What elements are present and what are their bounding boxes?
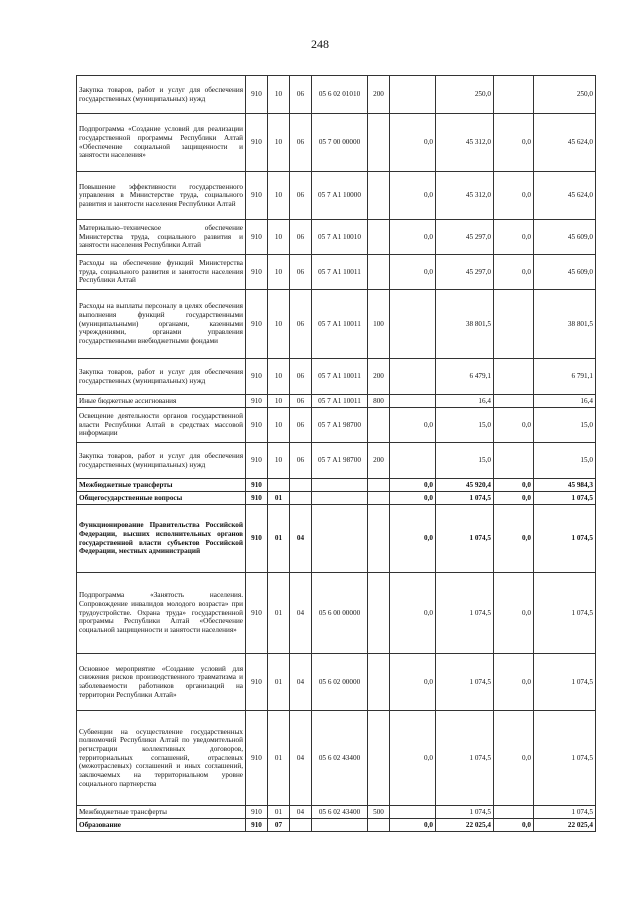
admin-code: 910	[246, 479, 268, 492]
target-article: 05 7 А1 10011	[312, 359, 368, 395]
table-row	[77, 819, 596, 832]
amount-year1-federal: 0,0	[390, 492, 436, 505]
subsection-code: 06	[290, 114, 312, 172]
amount-year1-total: 1 074,5	[436, 711, 494, 806]
subsection-code: 06	[290, 76, 312, 114]
section-code: 10	[268, 359, 290, 395]
expense-type	[368, 408, 390, 443]
expense-type: 200	[368, 359, 390, 395]
amount-year1-total: 45 297,0	[436, 220, 494, 255]
target-article	[312, 492, 368, 505]
amount-year1-total: 250,0	[436, 76, 494, 114]
amount-year1-total: 22 025,4	[436, 819, 494, 832]
row-name: Закупка товаров, работ и услуг для обеспечения государственных (муниципальных) нужд	[77, 359, 246, 395]
amount-year2-total: 1 074,5	[534, 492, 596, 505]
amount-year1-total: 16,4	[436, 395, 494, 408]
target-article: 05 6 02 01010	[312, 76, 368, 114]
section-code: 10	[268, 395, 290, 408]
amount-year2-federal: 0,0	[494, 114, 534, 172]
amount-year2-federal: 0,0	[494, 654, 534, 711]
table-row	[77, 290, 596, 359]
section-code: 10	[268, 76, 290, 114]
amount-year2-federal: 0,0	[494, 479, 534, 492]
target-article: 05 7 А1 98700	[312, 408, 368, 443]
admin-code: 910	[246, 573, 268, 654]
row-name: Образование	[77, 819, 246, 832]
table-row	[77, 479, 596, 492]
table-row	[77, 443, 596, 479]
amount-year1-federal	[390, 806, 436, 819]
target-article: 05 7 А1 10011	[312, 395, 368, 408]
amount-year2-federal: 0,0	[494, 505, 534, 573]
target-article	[312, 505, 368, 573]
row-name: Освещение деятельности органов государственной власти Республики Алтай в средствах массовой информации	[77, 408, 246, 443]
amount-year1-total: 1 074,5	[436, 806, 494, 819]
target-article	[312, 819, 368, 832]
table-row	[77, 220, 596, 255]
target-article: 05 6 02 43400	[312, 711, 368, 806]
subsection-code: 06	[290, 359, 312, 395]
target-article: 05 7 00 00000	[312, 114, 368, 172]
amount-year1-federal	[390, 76, 436, 114]
subsection-code: 06	[290, 408, 312, 443]
expense-type	[368, 255, 390, 290]
subsection-code: 04	[290, 573, 312, 654]
amount-year2-federal	[494, 359, 534, 395]
amount-year2-federal: 0,0	[494, 573, 534, 654]
amount-year2-total: 1 074,5	[534, 573, 596, 654]
table-row	[77, 255, 596, 290]
table-row	[77, 359, 596, 395]
row-name: Материально–техническое обеспечение Министерства труда, социального развития и занятости населения Республики Алтай	[77, 220, 246, 255]
target-article: 05 7 А1 10010	[312, 220, 368, 255]
section-code: 10	[268, 220, 290, 255]
amount-year1-federal: 0,0	[390, 711, 436, 806]
amount-year2-total: 45 624,0	[534, 172, 596, 220]
table-row	[77, 114, 596, 172]
expense-type: 800	[368, 395, 390, 408]
section-code: 01	[268, 654, 290, 711]
subsection-code	[290, 819, 312, 832]
section-code: 07	[268, 819, 290, 832]
section-code: 10	[268, 255, 290, 290]
amount-year2-total: 250,0	[534, 76, 596, 114]
row-name: Основное мероприятие «Создание условий для снижения рисков производственного травматизма и заболеваемости работников организаций на территории Республики Алтай»	[77, 654, 246, 711]
budget-table	[76, 75, 596, 832]
row-name: Субвенции на осуществление государственных полномочий Республики Алтай по уведомительной регистрации коллективных договоров, территориальных соглашений, отраслевых (межотраслевых) соглашений и иных соглашений, заключаемых на территориальном уровне социального партнерства	[77, 711, 246, 806]
expense-type	[368, 479, 390, 492]
section-code: 10	[268, 172, 290, 220]
subsection-code: 04	[290, 654, 312, 711]
row-name: Закупка товаров, работ и услуг для обеспечения государственных (муниципальных) нужд	[77, 443, 246, 479]
amount-year2-total: 45 624,0	[534, 114, 596, 172]
amount-year2-federal	[494, 806, 534, 819]
amount-year1-total: 45 920,4	[436, 479, 494, 492]
amount-year1-total: 1 074,5	[436, 505, 494, 573]
subsection-code: 06	[290, 443, 312, 479]
amount-year1-federal: 0,0	[390, 479, 436, 492]
admin-code: 910	[246, 492, 268, 505]
amount-year2-federal: 0,0	[494, 492, 534, 505]
target-article: 05 7 А1 98700	[312, 443, 368, 479]
row-name: Иные бюджетные ассигнования	[77, 395, 246, 408]
subsection-code: 06	[290, 255, 312, 290]
subsection-code: 04	[290, 711, 312, 806]
section-code: 01	[268, 806, 290, 819]
amount-year2-total: 38 801,5	[534, 290, 596, 359]
subsection-code: 06	[290, 220, 312, 255]
amount-year2-total: 1 074,5	[534, 505, 596, 573]
target-article: 05 6 02 43400	[312, 806, 368, 819]
amount-year2-federal	[494, 76, 534, 114]
expense-type	[368, 492, 390, 505]
amount-year1-federal: 0,0	[390, 255, 436, 290]
amount-year2-federal: 0,0	[494, 172, 534, 220]
section-code: 10	[268, 443, 290, 479]
amount-year1-total: 45 297,0	[436, 255, 494, 290]
amount-year1-federal	[390, 443, 436, 479]
expense-type	[368, 114, 390, 172]
expense-type	[368, 654, 390, 711]
subsection-code: 04	[290, 505, 312, 573]
admin-code: 910	[246, 806, 268, 819]
subsection-code: 04	[290, 806, 312, 819]
amount-year2-federal: 0,0	[494, 711, 534, 806]
subsection-code	[290, 492, 312, 505]
expense-type	[368, 505, 390, 573]
amount-year1-total: 45 312,0	[436, 172, 494, 220]
amount-year1-federal	[390, 395, 436, 408]
amount-year1-federal	[390, 290, 436, 359]
admin-code: 910	[246, 505, 268, 573]
table-row	[77, 76, 596, 114]
row-name: Межбюджетные трансферты	[77, 479, 246, 492]
amount-year1-total: 1 074,5	[436, 573, 494, 654]
row-name: Межбюджетные трансферты	[77, 806, 246, 819]
table-row	[77, 395, 596, 408]
admin-code: 910	[246, 654, 268, 711]
table-row	[77, 573, 596, 654]
subsection-code: 06	[290, 172, 312, 220]
amount-year2-total: 45 984,3	[534, 479, 596, 492]
row-name: Подпрограмма «Создание условий для реализации государственной программы Республики Алтай «Обеспечение социальной защищенности и занятости населения»	[77, 114, 246, 172]
amount-year2-total: 1 074,5	[534, 654, 596, 711]
row-name: Подпрограмма «Занятость населения. Сопровождение инвалидов молодого возраста» при трудоустройстве. Охрана труда» государственной программы Республики Алтай «Обеспечение социальной защищенности и занятости населения»	[77, 573, 246, 654]
admin-code: 910	[246, 711, 268, 806]
amount-year1-federal: 0,0	[390, 172, 436, 220]
section-code: 01	[268, 711, 290, 806]
table-row	[77, 492, 596, 505]
expense-type	[368, 711, 390, 806]
expense-type	[368, 172, 390, 220]
section-code: 01	[268, 505, 290, 573]
target-article: 05 7 А1 10011	[312, 290, 368, 359]
table-row	[77, 408, 596, 443]
row-name: Повышение эффективности государственного управления в Министерстве труда, социального развития и занятости населения Республики Алтай	[77, 172, 246, 220]
target-article: 05 6 00 00000	[312, 573, 368, 654]
subsection-code	[290, 479, 312, 492]
amount-year1-total: 1 074,5	[436, 654, 494, 711]
section-code	[268, 479, 290, 492]
amount-year1-federal: 0,0	[390, 819, 436, 832]
expense-type	[368, 573, 390, 654]
amount-year2-federal: 0,0	[494, 255, 534, 290]
section-code: 01	[268, 492, 290, 505]
expense-type	[368, 220, 390, 255]
expense-type: 200	[368, 76, 390, 114]
section-code: 10	[268, 408, 290, 443]
amount-year2-total: 15,0	[534, 443, 596, 479]
page-number: 248	[311, 37, 329, 51]
amount-year2-total: 22 025,4	[534, 819, 596, 832]
amount-year2-total: 15,0	[534, 408, 596, 443]
row-name: Функционирование Правительства Российской Федерации, высших исполнительных органов государственной власти субъектов Российской Федерации, местных администраций	[77, 505, 246, 573]
admin-code: 910	[246, 172, 268, 220]
amount-year1-federal: 0,0	[390, 654, 436, 711]
amount-year1-total: 15,0	[436, 408, 494, 443]
admin-code: 910	[246, 408, 268, 443]
amount-year2-total: 6 791,1	[534, 359, 596, 395]
amount-year1-federal: 0,0	[390, 573, 436, 654]
amount-year2-federal	[494, 290, 534, 359]
subsection-code: 06	[290, 290, 312, 359]
table-row	[77, 505, 596, 573]
amount-year1-total: 38 801,5	[436, 290, 494, 359]
section-code: 01	[268, 573, 290, 654]
admin-code: 910	[246, 255, 268, 290]
row-name: Расходы на выплаты персоналу в целях обеспечения выполнения функций государственными (муниципальными) органами, казенными учреждениями, органами управления государственными внебюджетными фондами	[77, 290, 246, 359]
subsection-code: 06	[290, 395, 312, 408]
expense-type: 500	[368, 806, 390, 819]
row-name: Закупка товаров, работ и услуг для обеспечения государственных (муниципальных) нужд	[77, 76, 246, 114]
amount-year1-total: 15,0	[436, 443, 494, 479]
table-body	[77, 76, 596, 832]
amount-year2-federal	[494, 443, 534, 479]
amount-year2-federal: 0,0	[494, 408, 534, 443]
amount-year2-total: 1 074,5	[534, 806, 596, 819]
amount-year1-total: 6 479,1	[436, 359, 494, 395]
admin-code: 910	[246, 395, 268, 408]
section-code: 10	[268, 290, 290, 359]
table-row	[77, 172, 596, 220]
row-name: Расходы на обеспечение функций Министерства труда, социального развития и занятости населения Республики Алтай	[77, 255, 246, 290]
amount-year1-federal: 0,0	[390, 505, 436, 573]
row-name: Общегосударственные вопросы	[77, 492, 246, 505]
expense-type: 100	[368, 290, 390, 359]
amount-year1-federal	[390, 359, 436, 395]
table-row	[77, 654, 596, 711]
amount-year2-federal: 0,0	[494, 819, 534, 832]
amount-year1-federal: 0,0	[390, 114, 436, 172]
admin-code: 910	[246, 443, 268, 479]
amount-year2-federal	[494, 395, 534, 408]
admin-code: 910	[246, 76, 268, 114]
table-row	[77, 806, 596, 819]
admin-code: 910	[246, 220, 268, 255]
expense-type: 200	[368, 443, 390, 479]
admin-code: 910	[246, 359, 268, 395]
section-code: 10	[268, 114, 290, 172]
target-article: 05 6 02 00000	[312, 654, 368, 711]
amount-year1-federal: 0,0	[390, 220, 436, 255]
target-article	[312, 479, 368, 492]
admin-code: 910	[246, 290, 268, 359]
amount-year1-total: 1 074,5	[436, 492, 494, 505]
amount-year2-total: 1 074,5	[534, 711, 596, 806]
target-article: 05 7 А1 10000	[312, 172, 368, 220]
admin-code: 910	[246, 114, 268, 172]
amount-year2-total: 45 609,0	[534, 255, 596, 290]
amount-year2-total: 16,4	[534, 395, 596, 408]
amount-year1-federal: 0,0	[390, 408, 436, 443]
table-row	[77, 711, 596, 806]
target-article: 05 7 А1 10011	[312, 255, 368, 290]
expense-type	[368, 819, 390, 832]
amount-year1-total: 45 312,0	[436, 114, 494, 172]
amount-year2-federal: 0,0	[494, 220, 534, 255]
admin-code: 910	[246, 819, 268, 832]
amount-year2-total: 45 609,0	[534, 220, 596, 255]
